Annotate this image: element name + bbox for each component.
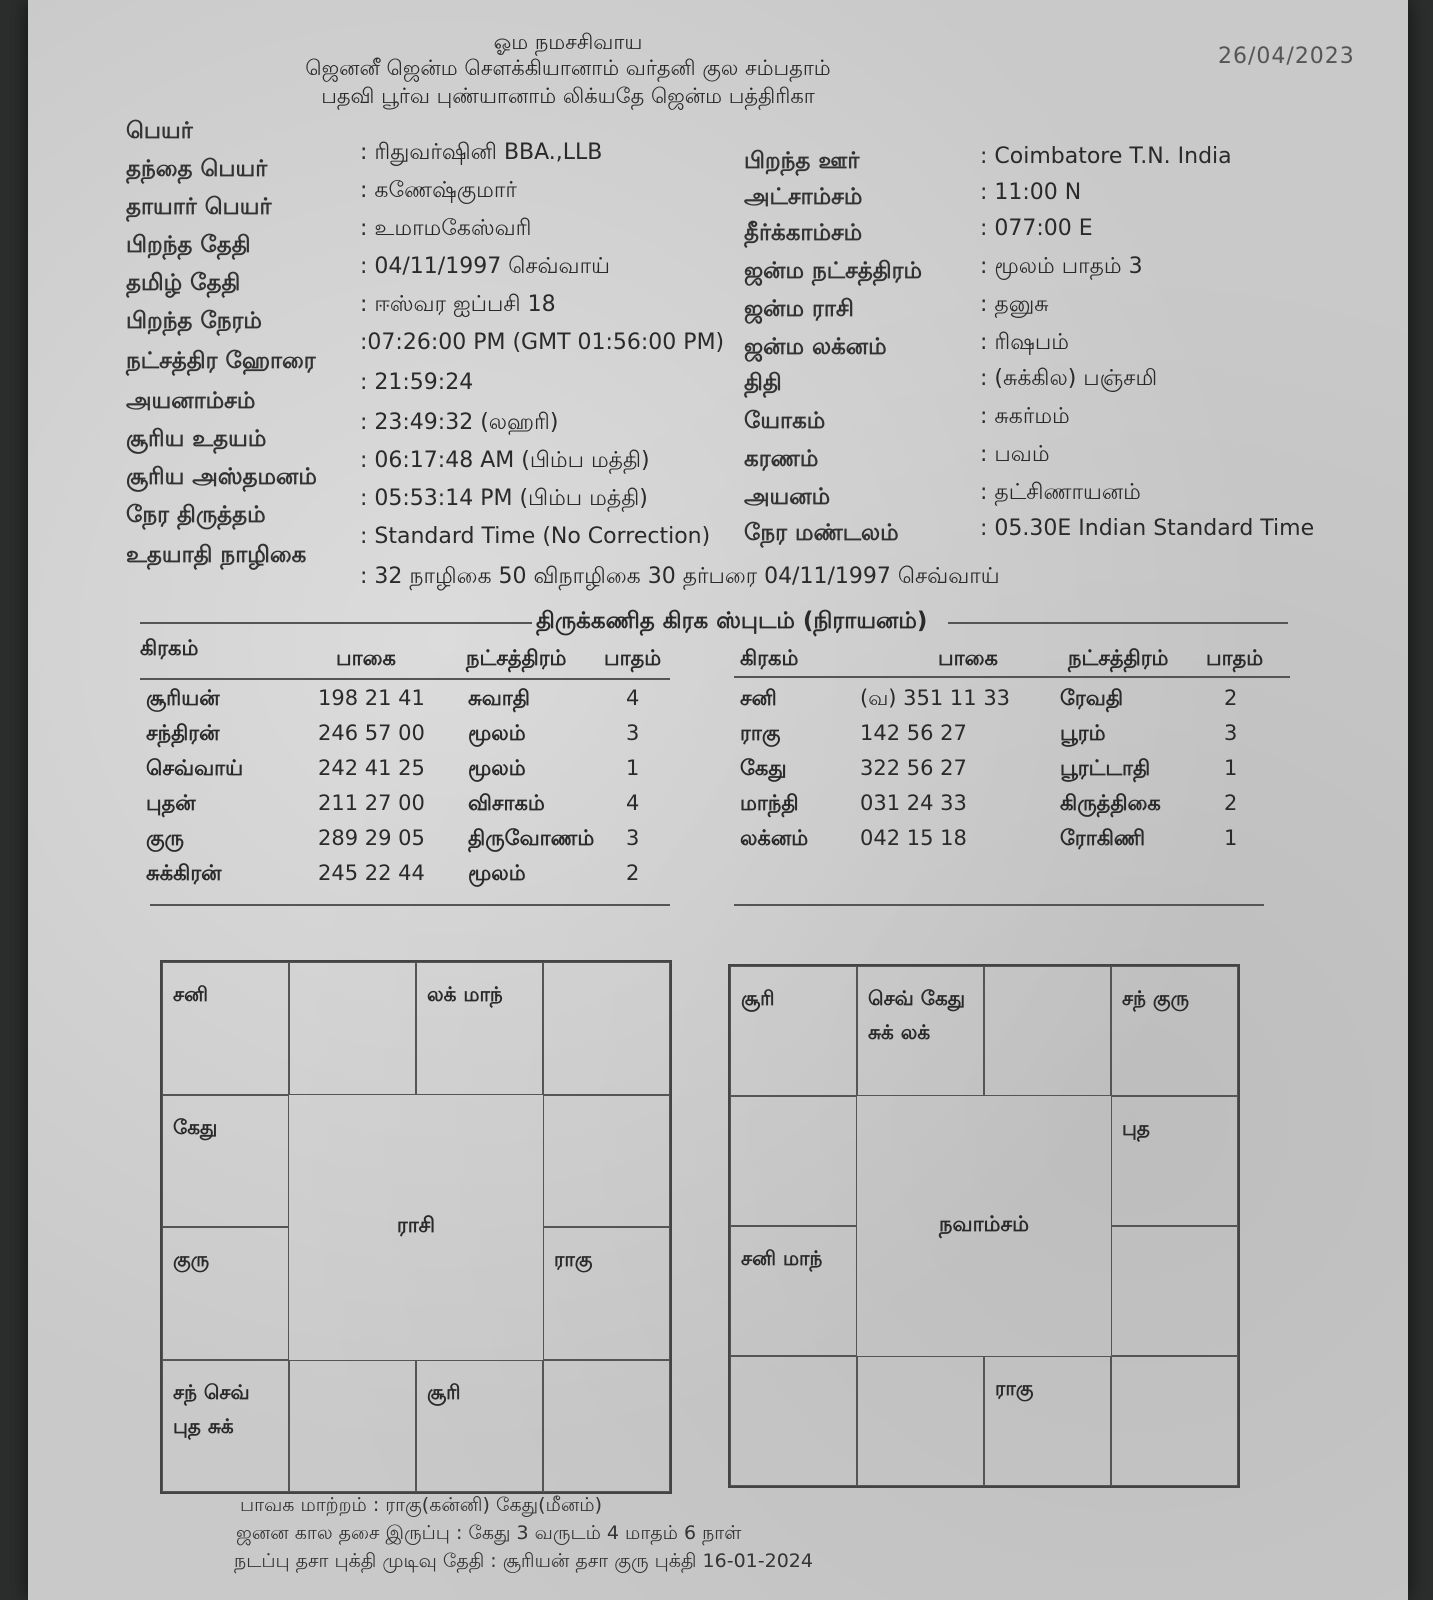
planet-star: சுவாதி [468,686,530,710]
detail-value: : ரிதுவர்ஷினி BBA.,LLB [360,140,603,165]
col-header-pada: பாதம் [604,646,662,670]
detail-value: : (சுக்கில) பஞ்சமி [980,366,1158,391]
divider [140,622,532,624]
detail-label: அயனாம்சம் [126,388,256,414]
chart-house: சூரி [416,1360,543,1493]
planet-name: லக்னம் [740,826,809,850]
chart-house [543,962,670,1095]
planet-pada: 3 [1224,721,1238,745]
detail-value: : உமாமகேஸ்வரி [360,216,532,241]
divider [150,904,670,906]
planet-pada: 4 [626,686,640,710]
divider [734,904,1264,906]
planet-degree: 198 21 41 [318,686,425,710]
detail-label: நேர மண்டலம் [744,520,899,546]
planet-pada: 4 [626,791,640,815]
detail-label: நட்சத்திர ஹோரை [126,348,316,374]
detail-label: பிறந்த நேரம் [126,308,262,334]
detail-label: பிறந்த ஊர் [744,148,860,174]
planet-pada: 3 [626,826,640,850]
detail-label: தாயார் பெயர் [126,194,272,220]
chart-house: ராகு [543,1227,670,1360]
planet-star: மூலம் [468,721,526,745]
planet-degree: 242 41 25 [318,756,425,780]
planet-degree: (வ) 351 11 33 [860,686,1011,710]
chart-house: சூரி [730,966,857,1096]
chart-house: கேது [162,1095,289,1228]
rasi-chart [160,960,672,1494]
chart-house: புத [1111,1096,1238,1226]
planet-pada: 2 [1224,791,1238,815]
detail-value: : ஈஸ்வர ஐப்பசி 18 [360,292,556,317]
detail-value: : 077:00 E [980,216,1093,241]
planet-pada: 1 [626,756,640,780]
planet-degree: 042 15 18 [860,826,967,850]
detail-value: : Coimbatore T.N. India [980,144,1232,169]
planet-name: சந்திரன் [146,721,220,745]
col-header-star: நட்சத்திரம் [466,646,567,670]
divider [140,678,670,680]
col-header-degree: பாகை [336,646,396,670]
planet-name: மாந்தி [740,791,799,815]
detail-value: : 04/11/1997 செவ்வாய் [360,254,610,279]
detail-label: சூரிய உதயம் [126,426,267,452]
planet-degree: 289 29 05 [318,826,425,850]
detail-value: : தனுசு [980,292,1049,317]
detail-value: :07:26:00 PM (GMT 01:56:00 PM) [360,330,725,355]
detail-value: : 32 நாழிகை 50 விநாழிகை 30 தர்பரை 04/11/1997 செவ்வாய் [360,564,1000,589]
navamsa-chart [728,964,1240,1488]
detail-value: : 21:59:24 [360,370,474,395]
current-dasa-line: நடப்பு தசா புக்தி முடிவு தேதி : சூரியன் தசா குரு புக்தி 16-01-2024 [234,1550,813,1572]
planet-pada: 2 [1224,686,1238,710]
col-header-planet: கிரகம் [740,646,799,670]
planet-star: கிருத்திகை [1060,791,1161,815]
planet-star: விசாகம் [468,791,545,815]
detail-label: அயனம் [744,484,831,510]
detail-value: : 06:17:48 AM (பிம்ப மத்தி) [360,448,650,473]
chart-house [543,1095,670,1228]
chart-house [543,1360,670,1493]
detail-value: : சுகர்மம் [980,404,1070,429]
chart-house: சந் குரு [1111,966,1238,1096]
detail-label: தீர்க்காம்சம் [744,220,863,246]
planet-star: ரோகிணி [1060,826,1146,850]
detail-label: கரணம் [744,446,819,472]
detail-label: சூரிய அஸ்தமனம் [126,464,317,490]
invocation-line: ஓம நமசசிவாய [493,30,643,54]
detail-label: பிறந்த தேதி [126,232,251,258]
horoscope-sheet [28,0,1408,1600]
print-date: 26/04/2023 [1218,44,1355,69]
chart-house: ராகு [984,1356,1111,1486]
detail-value: : பவம் [980,442,1050,467]
planet-pada: 1 [1224,826,1238,850]
chart-house: லக் மாந் [416,962,543,1095]
planet-name: ராகு [740,721,781,745]
chart-house: சனி மாந் [730,1226,857,1356]
planet-pada: 1 [1224,756,1238,780]
detail-value: : மூலம் பாதம் 3 [980,254,1143,279]
planet-name: புதன் [146,791,196,815]
planet-table-title: திருக்கணித கிரக ஸ்புடம் (நிராயனம்) [536,608,928,634]
chart-house: குரு [162,1227,289,1360]
chart-house: செவ் கேது சுக் லக் [857,966,984,1096]
chart-house [289,1360,416,1493]
chart-house: சந் செவ் புத சுக் [162,1360,289,1493]
detail-label: யோகம் [744,408,826,434]
planet-pada: 2 [626,861,640,885]
planet-name: கேது [740,756,787,780]
planet-degree: 211 27 00 [318,791,425,815]
detail-value: : 23:49:32 (லஹரி) [360,410,559,435]
chart-house [984,966,1111,1096]
chart-house [289,962,416,1095]
planet-star: மூலம் [468,861,526,885]
detail-value: : 05.30E Indian Standard Time [980,516,1315,541]
detail-value: : ரிஷபம் [980,330,1069,355]
planet-star: பூரம் [1060,721,1106,745]
planet-degree: 245 22 44 [318,861,425,885]
detail-label: ஜன்ம லக்னம் [744,334,887,360]
col-header-pada: பாதம் [1206,646,1264,670]
detail-value: : 05:53:14 PM (பிம்ப மத்தி) [360,486,648,511]
planet-name: குரு [146,826,185,850]
detail-value: : தட்சிணாயனம் [980,480,1141,505]
detail-label: பெயர் [126,118,193,144]
planet-name: செவ்வாய் [146,756,244,780]
detail-value: : கணேஷ்குமார் [360,178,517,203]
chart-house: சனி [162,962,289,1095]
planet-degree: 322 56 27 [860,756,967,780]
dasa-balance-line: ஜனன கால தசை இருப்பு : கேது 3 வருடம் 4 மாதம் 6 நாள் [236,1522,742,1544]
chart-house [1111,1356,1238,1486]
col-header-degree: பாகை [938,646,998,670]
chart-house [857,1356,984,1486]
bhava-change-line: பாவக மாற்றம் : ராகு(கன்னி) கேது(மீனம்) [240,1494,602,1516]
divider [734,676,1290,678]
chart-center-label: ராசி [396,1213,436,1237]
planet-degree: 246 57 00 [318,721,425,745]
header-verse-line1: ஜெனனீ ஜென்ம செளக்கியானாம் வர்தனி குல சம்பதாம் [305,56,831,80]
col-header-star: நட்சத்திரம் [1068,646,1169,670]
planet-star: ரேவதி [1060,686,1124,710]
planet-name: சூரியன் [146,686,220,710]
detail-label: திதி [744,370,782,396]
planet-star: மூலம் [468,756,526,780]
detail-label: நேர திருத்தம் [126,502,266,528]
planet-degree: 031 24 33 [860,791,967,815]
planet-pada: 3 [626,721,640,745]
chart-center-label: நவாம்சம் [939,1212,1029,1236]
detail-label: ஜன்ம நட்சத்திரம் [744,258,923,284]
planet-star: பூரட்டாதி [1060,756,1151,780]
planet-star: திருவோணம் [468,826,595,850]
chart-house [730,1356,857,1486]
detail-value: : 11:00 N [980,180,1082,205]
header-verse-line2: பதவி பூர்வ புண்யானாம் லிக்யதே ஜென்ம பத்திரிகா [321,84,815,108]
planet-name: சுக்கிரன் [146,861,222,885]
planet-degree: 142 56 27 [860,721,967,745]
detail-label: உதயாதி நாழிகை [126,542,307,568]
planet-name: சனி [740,686,777,710]
detail-label: தமிழ் தேதி [126,270,241,296]
detail-label: ஜன்ம ராசி [744,296,854,322]
chart-house [730,1096,857,1226]
detail-label: தந்தை பெயர் [126,156,268,182]
detail-label: அட்சாம்சம் [744,184,863,210]
chart-house [1111,1226,1238,1356]
col-header-planet: கிரகம் [140,636,199,660]
detail-value: : Standard Time (No Correction) [360,524,711,549]
divider [948,622,1288,624]
